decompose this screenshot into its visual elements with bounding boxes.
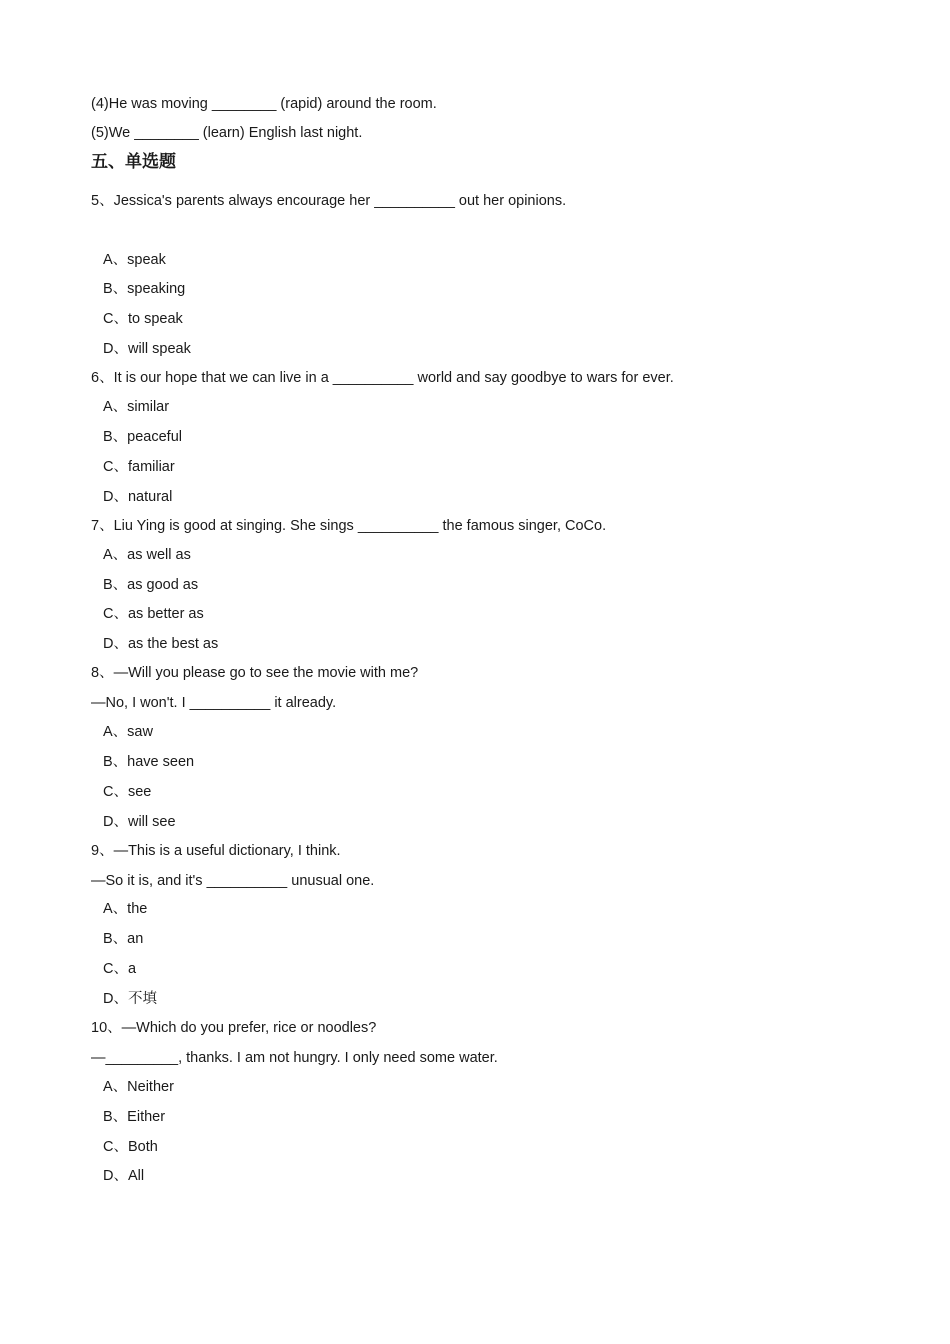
question-10-stem: 10、—Which do you prefer, rice or noodles? <box>91 1020 377 1036</box>
question-8-option-c: C、see <box>103 784 152 800</box>
question-9-option-c: C、a <box>103 961 137 977</box>
question-10-stem-reply: —_________, thanks. I am not hungry. I only need some water. <box>91 1050 498 1066</box>
question-6-option-b: B、peaceful <box>103 429 182 445</box>
fill-item-5: (5)We ________ (learn) English last night. <box>91 125 363 141</box>
question-6-stem: 6、It is our hope that we can live in a __________ world and say goodbye to wars for ever. <box>91 370 674 386</box>
question-7-stem: 7、Liu Ying is good at singing. She sings __________ the famous singer, CoCo. <box>91 518 607 534</box>
question-9-stem: 9、—This is a useful dictionary, I think. <box>91 843 341 859</box>
question-6-option-d: D、natural <box>103 489 173 505</box>
question-6-option-c: C、familiar <box>103 459 175 475</box>
question-9-option-d: D、不填 <box>103 991 157 1007</box>
question-7-option-c: C、as better as <box>103 606 204 622</box>
question-5-stem: 5、Jessica's parents always encourage her __________ out her opinions. <box>91 193 567 209</box>
question-10-option-c: C、Both <box>103 1139 158 1155</box>
question-7-option-b: B、as good as <box>103 577 199 593</box>
question-8-option-b: B、have seen <box>103 754 195 770</box>
question-9-stem-reply: —So it is, and it's __________ unusual one. <box>91 873 375 889</box>
question-7-option-d: D、as the best as <box>103 636 219 652</box>
question-5-option-b: B、speaking <box>103 281 186 297</box>
question-8-stem-reply: —No, I won't. I __________ it already. <box>91 695 337 711</box>
section-title: 五、单选题 <box>91 152 176 172</box>
question-5-option-d: D、will speak <box>103 341 191 357</box>
question-9-option-a: A、the <box>103 901 148 917</box>
question-10-option-b: B、Either <box>103 1109 166 1125</box>
question-8-stem: 8、—Will you please go to see the movie with me? <box>91 665 419 681</box>
question-10-option-a: A、Neither <box>103 1079 174 1095</box>
question-6-option-a: A、similar <box>103 399 170 415</box>
question-10-option-d: D、All <box>103 1168 145 1184</box>
question-8-option-d: D、will see <box>103 814 176 830</box>
question-5-option-c: C、to speak <box>103 311 183 327</box>
question-5-option-a: A、speak <box>103 252 166 268</box>
fill-item-4: (4)He was moving ________ (rapid) around the room. <box>91 96 437 112</box>
question-8-option-a: A、saw <box>103 724 153 740</box>
question-7-option-a: A、as well as <box>103 547 191 563</box>
question-9-option-b: B、an <box>103 931 144 947</box>
